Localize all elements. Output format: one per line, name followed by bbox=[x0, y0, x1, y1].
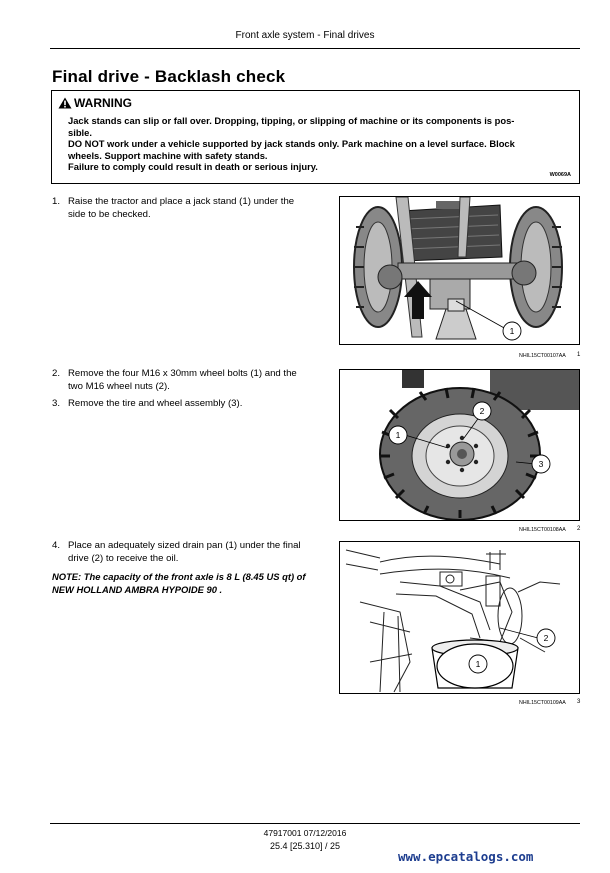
figure-2-image bbox=[339, 369, 580, 521]
step-text: Place an adequately sized drain pan (1) under the final bbox=[68, 540, 301, 551]
watermark: www.epcatalogs.com bbox=[398, 849, 534, 864]
figure-2-callout-1: 1 bbox=[395, 430, 401, 440]
figure-2-ref: NHIL15CT00108AA bbox=[519, 527, 566, 533]
figure-3-ref: NHIL15CT00109AA bbox=[519, 700, 566, 706]
warning-body bbox=[68, 115, 568, 173]
step-text: two M16 wheel nuts (2). bbox=[68, 380, 170, 392]
warning-line: Failure to comply could result in death or serious injury. bbox=[68, 161, 318, 173]
figure-1-ref: NHIL15CT00107AA bbox=[519, 353, 566, 359]
figure-2-number: 2 bbox=[577, 526, 581, 532]
warning-line: DO NOT work under a vehicle supported by jack stands only. Park machine on a level surface. Block bbox=[68, 138, 515, 150]
step-2 bbox=[52, 368, 322, 393]
section-title: Final drive - Backlash check bbox=[52, 67, 286, 86]
warning-code: W0069A bbox=[549, 172, 571, 178]
footer-rule bbox=[50, 823, 580, 824]
footer-page-number: 25.4 [25.310] / 25 bbox=[269, 841, 341, 851]
capacity-note bbox=[52, 571, 322, 596]
figure-1-number: 1 bbox=[577, 352, 581, 358]
warning-triangle-icon bbox=[58, 97, 72, 109]
step-number: 3. bbox=[52, 398, 61, 409]
figure-3-callout-2: 2 bbox=[543, 633, 549, 643]
figure-1-image bbox=[339, 196, 580, 345]
header-rule bbox=[50, 48, 580, 49]
running-header: Front axle system - Final drives bbox=[235, 30, 375, 41]
step-text: drive (2) to receive the oil. bbox=[68, 552, 179, 564]
step-1 bbox=[52, 196, 322, 221]
warning-line: wheels. Support machine with safety stands. bbox=[68, 149, 268, 161]
note-line: NOTE: The capacity of the front axle is 8 L (8.45 US qt) of bbox=[52, 571, 306, 582]
figure-3-image bbox=[339, 541, 580, 694]
step-number: 2. bbox=[52, 368, 61, 379]
warning-heading bbox=[58, 96, 132, 110]
note-line: NEW HOLLAND AMBRA HYPOIDE 90 . bbox=[52, 583, 223, 595]
step-text: Remove the tire and wheel assembly (3). bbox=[68, 398, 243, 409]
figure-2-callout-3: 3 bbox=[538, 459, 544, 469]
footer-doc-id: 47917001 07/12/2016 bbox=[263, 828, 347, 838]
figure-2-callout-2: 2 bbox=[479, 406, 485, 416]
warning-line: Jack stands can slip or fall over. Dropping, tipping, or slipping of machine or its components is pos- bbox=[68, 115, 515, 126]
warning-heading-text: WARNING bbox=[74, 96, 132, 110]
figure-3-callout-1: 1 bbox=[475, 659, 481, 669]
step-number: 1. bbox=[52, 196, 61, 207]
warning-box bbox=[51, 90, 580, 184]
step-text: Raise the tractor and place a jack stand (1) under the bbox=[68, 196, 295, 207]
step-3 bbox=[52, 398, 322, 411]
step-text: side to be checked. bbox=[68, 208, 151, 220]
step-4 bbox=[52, 540, 322, 565]
figure-1-callout-1: 1 bbox=[509, 326, 515, 336]
step-text: Remove the four M16 x 30mm wheel bolts (1) and the bbox=[68, 368, 297, 379]
figure-3-number: 3 bbox=[577, 699, 581, 705]
warning-line: sible. bbox=[68, 126, 92, 138]
step-number: 4. bbox=[52, 540, 61, 551]
